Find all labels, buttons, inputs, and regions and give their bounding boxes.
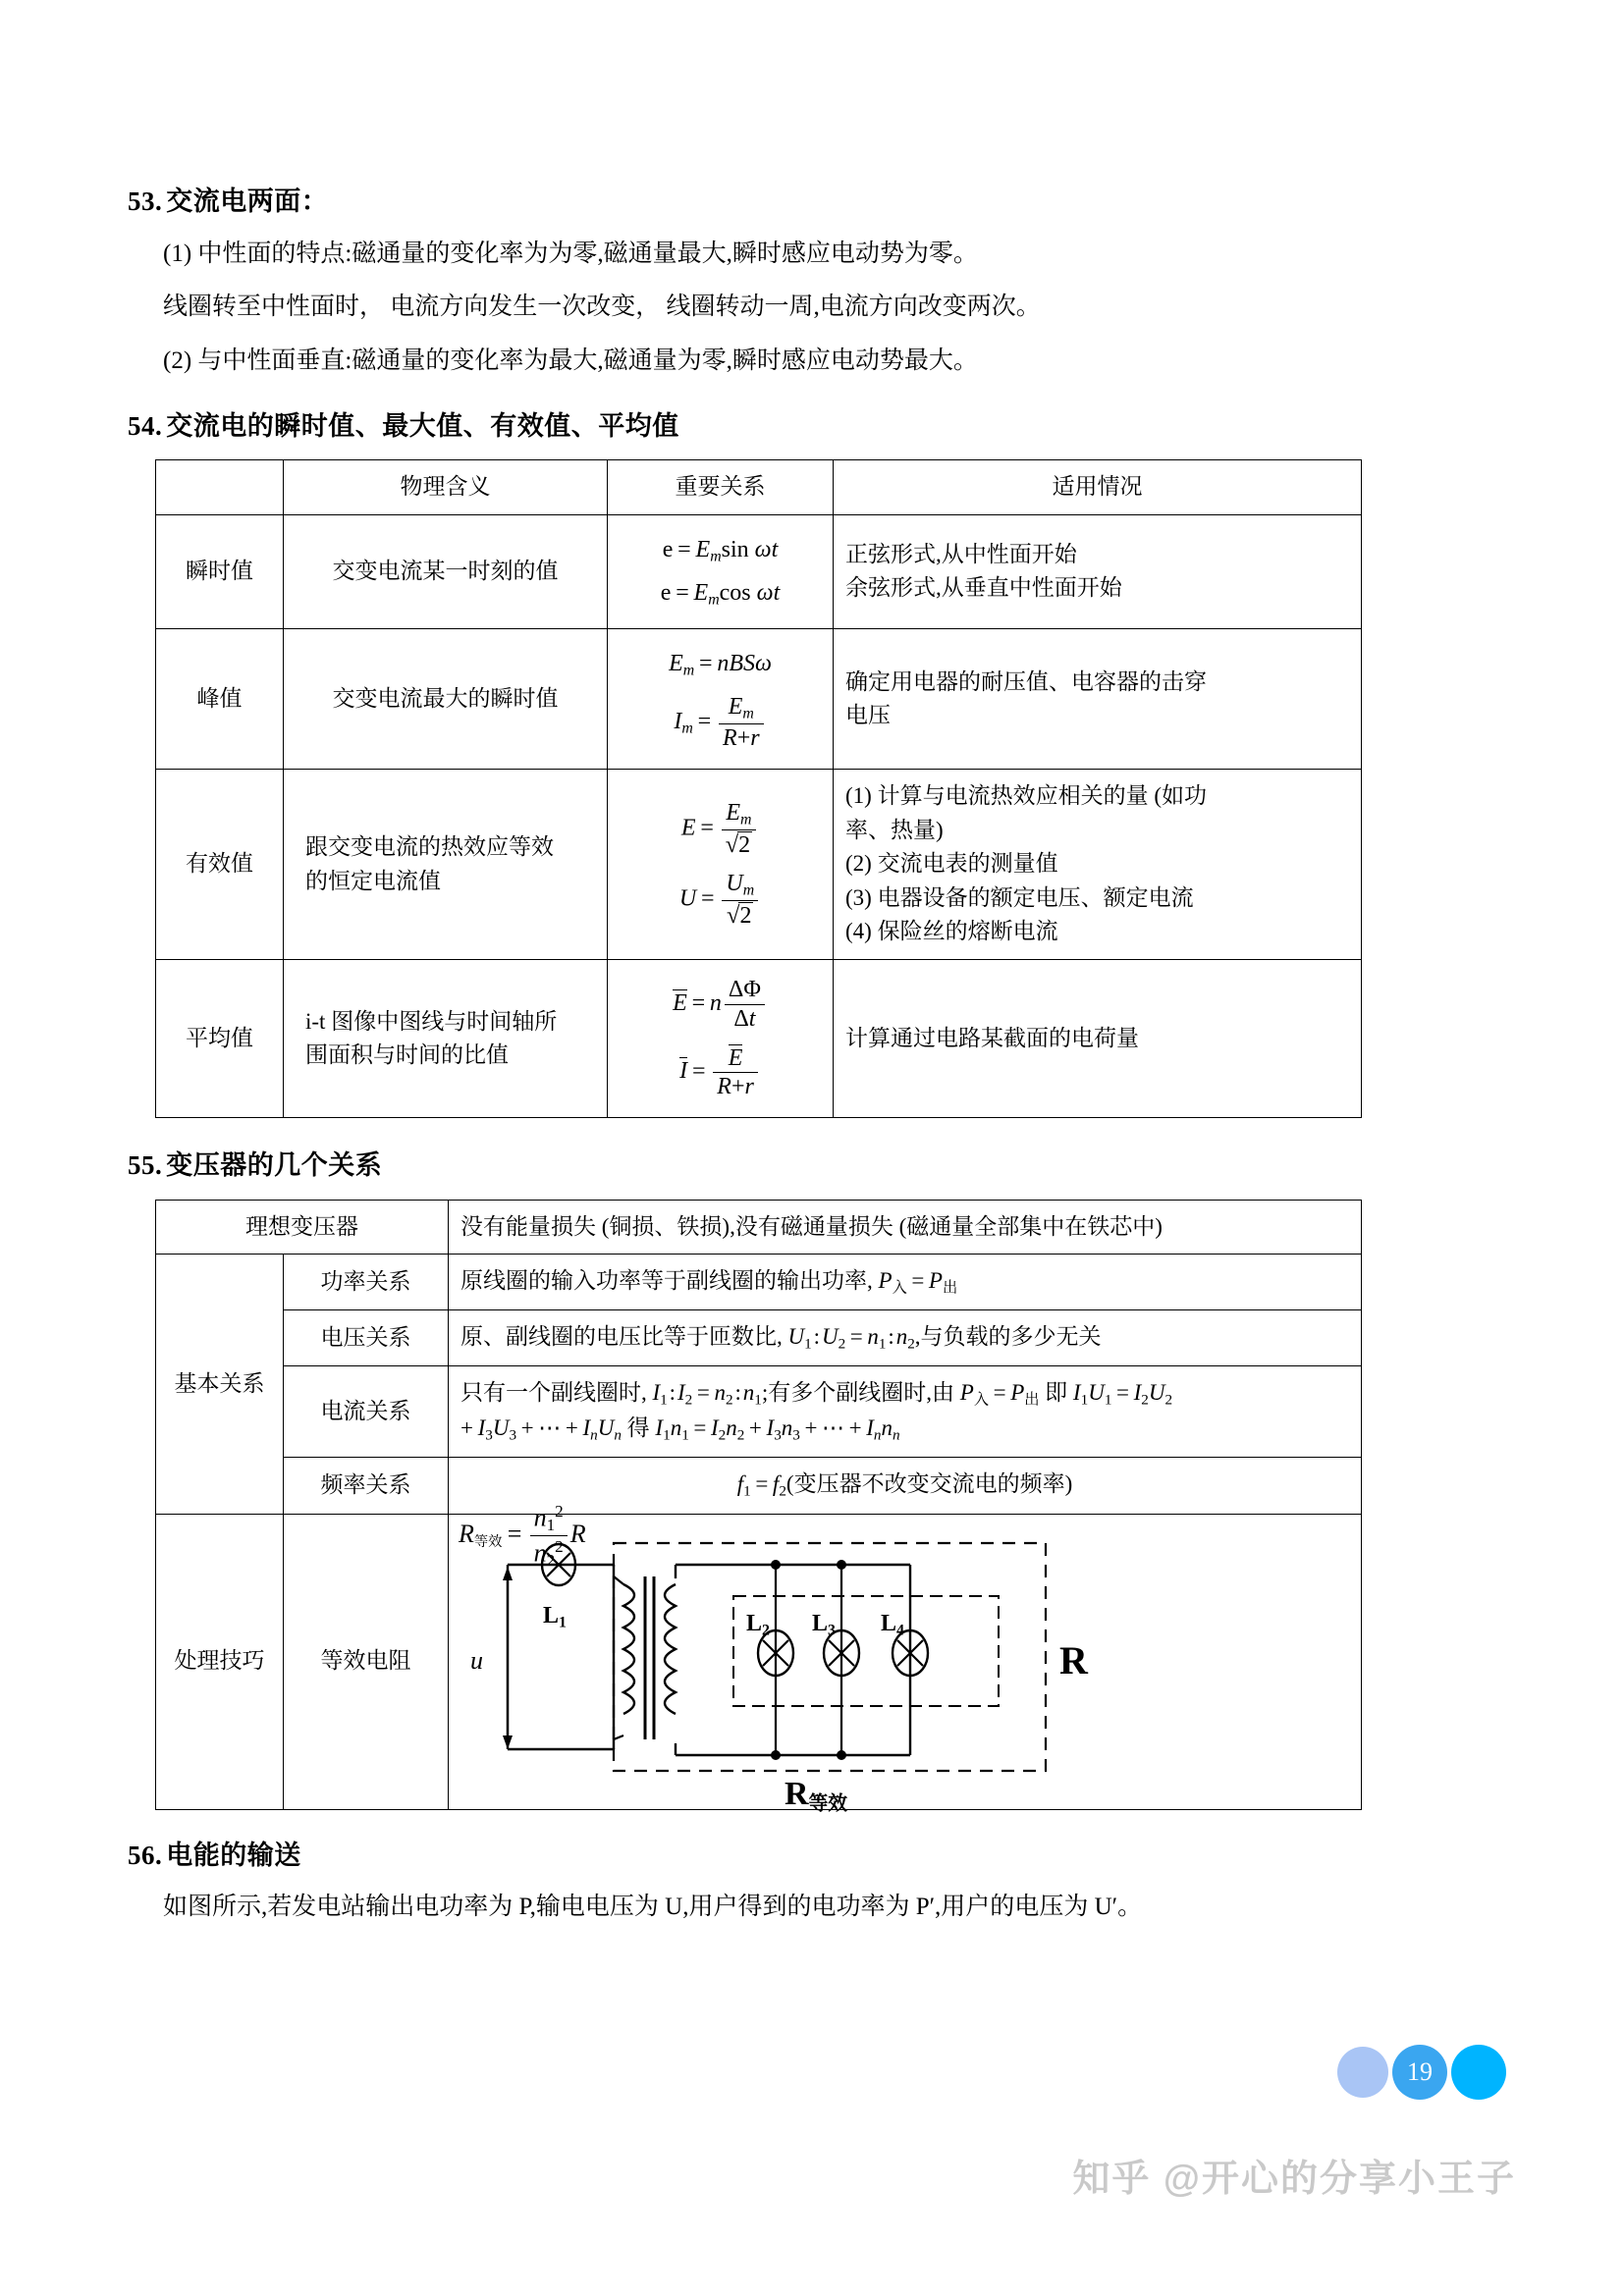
section-53-title: 交流电两面： bbox=[166, 187, 329, 216]
usage-rms-line-4: (3) 电器设备的额定电压、额定电流 bbox=[845, 884, 1194, 910]
usage-instant-line-2: 余弦形式,从垂直中性面开始 bbox=[845, 575, 1122, 601]
row-usage-rms bbox=[834, 770, 1362, 960]
section-53-line-1: (1) 中性面的特点:磁通量的变化率为为零,磁通量最大,瞬时感应电动势为零。 bbox=[163, 240, 978, 267]
ideal-transformer-label: 理想变压器 bbox=[156, 1200, 449, 1255]
usage-peak-line-2: 电压 bbox=[845, 703, 891, 728]
table-row bbox=[156, 1310, 1362, 1366]
row-usage-peak bbox=[834, 629, 1362, 770]
row-usage-average: 计算通过电路某截面的电荷量 bbox=[834, 959, 1362, 1118]
equivalent-resistance-equation: $R_{等效}$ = $\frac{n_1^2}{n_2^2}$ R bbox=[459, 1501, 586, 1571]
page-number-badge bbox=[1337, 2045, 1506, 2100]
badge-dot-light bbox=[1337, 2047, 1388, 2098]
formula-u-rms: U = $\frac{U_m}{√2}$ bbox=[620, 871, 821, 930]
lamp-l3-label: $L_3$ bbox=[812, 1610, 836, 1638]
formula-em-nbsw: $E_m = nBS\omega$ bbox=[669, 651, 772, 679]
equivalent-resistance-bottom-label: $R_{等效}$ bbox=[785, 1775, 847, 1815]
row-label-average: 平均值 bbox=[156, 959, 284, 1118]
technique-row-label: 等效电阻 bbox=[284, 1514, 449, 1809]
row-label-instant: 瞬时值 bbox=[156, 514, 284, 628]
primary-coil-lead-bottom bbox=[614, 1735, 623, 1739]
formula-e-cos: $e = E_m\cos$ ωt bbox=[660, 579, 781, 609]
formula-e-sin: $e = E_m\sin$ ωt bbox=[662, 536, 779, 565]
relation-text-voltage: 原、副线圈的电压比等于匝数比, $U_1$ : $U_2 = n_1$ : $n_2$,与负载的多少无关 bbox=[449, 1310, 1362, 1366]
section-55-number: 55. bbox=[128, 1150, 163, 1181]
section-55-heading bbox=[128, 1146, 1502, 1186]
row-formula-instant bbox=[608, 514, 834, 628]
meaning-rms-line-1: 跟交变电流的热效应等效 bbox=[305, 834, 554, 860]
secondary-coil bbox=[665, 1584, 676, 1714]
header-meaning: 物理含义 bbox=[284, 460, 608, 515]
lamp-l4-label: $L_4$ bbox=[881, 1610, 904, 1638]
circuit-diagram bbox=[449, 1501, 1362, 1815]
relation-text-power: 原线圈的输入功率等于副线圈的输出功率, $P_入 = P_出$ bbox=[449, 1255, 1362, 1310]
header-usage: 适用情况 bbox=[834, 460, 1362, 515]
lamp-l1-label: $L_1$ bbox=[543, 1602, 567, 1630]
junction-dot-top-l3 bbox=[837, 1560, 846, 1570]
basic-relations-label: 基本关系 bbox=[156, 1255, 284, 1514]
table-row bbox=[156, 959, 1362, 1118]
formula-e-bar: E = n $\frac{\Delta\Phi}{\Delta t}$ bbox=[620, 977, 821, 1033]
equivalent-resistance-diagram-cell bbox=[449, 1501, 1362, 1815]
usage-rms-line-1: (1) 计算与电流热效应相关的量 (如功 bbox=[845, 783, 1207, 809]
junction-dot-bottom-l2 bbox=[771, 1750, 781, 1760]
section-56-title: 电能的输送 bbox=[166, 1840, 301, 1870]
section-56-number: 56. bbox=[128, 1840, 163, 1870]
resistor-label: R bbox=[1059, 1637, 1088, 1682]
usage-instant-line-1: 正弦形式,从中性面开始 bbox=[845, 541, 1077, 566]
relation-label-frequency: 频率关系 bbox=[284, 1458, 449, 1514]
row-label-rms: 有效值 bbox=[156, 770, 284, 960]
row-formula-peak bbox=[608, 629, 834, 770]
section-56-line: 如图所示,若发电站输出电功率为 P,输电电压为 U,用户得到的电功率为 P′,用户的电压为 U′。 bbox=[163, 1894, 1143, 1920]
junction-dot-top-l2 bbox=[771, 1560, 781, 1570]
section-53-number: 53. bbox=[128, 187, 163, 216]
source-voltage-label: u bbox=[470, 1645, 483, 1675]
row-formula-rms bbox=[608, 770, 834, 960]
meaning-avg-line-1: i-t 图像中图线与时间轴所 bbox=[305, 1008, 558, 1034]
row-meaning-peak: 交变电流最大的瞬时值 bbox=[284, 629, 608, 770]
usage-rms-line-5: (4) 保险丝的熔断电流 bbox=[845, 919, 1058, 944]
table-row bbox=[156, 629, 1362, 770]
relation-label-voltage: 电压关系 bbox=[284, 1310, 449, 1366]
badge-page-number: 19 bbox=[1392, 2045, 1447, 2100]
technique-label: 处理技巧 bbox=[156, 1514, 284, 1809]
section-55-title: 变压器的几个关系 bbox=[166, 1150, 383, 1181]
relation-label-current: 电流关系 bbox=[284, 1366, 449, 1458]
row-formula-average bbox=[608, 959, 834, 1118]
junction-dot-bottom-l3 bbox=[837, 1750, 846, 1760]
row-meaning-rms bbox=[284, 770, 608, 960]
ideal-transformer-text: 没有能量损失 (铜损、铁损),没有磁通量损失 (磁通量全部集中在铁芯中) bbox=[449, 1200, 1362, 1255]
table-row bbox=[156, 1458, 1362, 1514]
table-row bbox=[156, 514, 1362, 628]
table-row bbox=[156, 1514, 1362, 1809]
relation-text-current: 只有一个副线圈时, $I_1$ : $I_2 = n_2$ : $n_1$;有多个副线圈时,由 $P_入 = P_出$ 即 $I_1U_1 = I_2U_2$ + $I_3U_3$ + ⋯ + $I_nU_n$ 得 $I_1n_1 = I_2n_2 + I_3n_3$ + ⋯ + $I_nn_n$ bbox=[449, 1366, 1362, 1458]
meaning-avg-line-2: 围面积与时间的比值 bbox=[305, 1042, 509, 1068]
row-label-peak: 峰值 bbox=[156, 629, 284, 770]
row-meaning-average bbox=[284, 959, 608, 1118]
row-meaning-instant: 交变电流某一时刻的值 bbox=[284, 514, 608, 628]
formula-i-bar: I = $\frac{E}{R+r}$ bbox=[620, 1044, 821, 1101]
badge-dot-bright bbox=[1451, 2045, 1506, 2100]
page-content bbox=[128, 182, 1502, 1943]
header-relation: 重要关系 bbox=[608, 460, 834, 515]
lamp-l2-label: $L_2$ bbox=[746, 1610, 770, 1638]
header-blank bbox=[156, 460, 284, 515]
ac-values-table bbox=[155, 459, 1362, 1118]
table-row bbox=[156, 1366, 1362, 1458]
primary-coil bbox=[623, 1584, 634, 1714]
usage-rms-line-2: 率、热量) bbox=[845, 817, 944, 842]
usage-peak-line-1: 确定用电器的耐压值、电容器的击穿 bbox=[845, 668, 1207, 694]
section-54-title: 交流电的瞬时值、最大值、有效值、平均值 bbox=[166, 410, 679, 441]
section-53-line-3: (2) 与中性面垂直:磁通量的变化率为最大,磁通量为零,瞬时感应电动势最大。 bbox=[163, 347, 978, 374]
meaning-rms-line-2: 的恒定电流值 bbox=[305, 868, 441, 893]
row-usage-instant bbox=[834, 514, 1362, 628]
table-row bbox=[156, 1255, 1362, 1310]
usage-rms-line-3: (2) 交流电表的测量值 bbox=[845, 851, 1058, 877]
transformer-table bbox=[155, 1200, 1362, 1815]
section-56-heading bbox=[128, 1836, 1502, 1876]
section-53-line-2: 线圈转至中性面时， 电流方向发生一次改变， 线圈转动一周,电流方向改变两次。 bbox=[163, 294, 1041, 321]
outer-dashed-box bbox=[614, 1543, 1046, 1771]
relation-label-power: 功率关系 bbox=[284, 1255, 449, 1310]
table-row bbox=[156, 1200, 1362, 1255]
formula-im: $I_m$ = $\frac{E_m}{R+r}$ bbox=[620, 694, 821, 752]
table-header-row bbox=[156, 460, 1362, 515]
section-53-heading bbox=[128, 182, 1502, 222]
table-row bbox=[156, 770, 1362, 960]
watermark-text: 知乎 @开心的分享小王子 bbox=[1072, 2159, 1516, 2200]
relation-text-frequency: $f_1 = f_2$(变压器不改变交流电的频率) bbox=[449, 1458, 1362, 1514]
primary-coil-lead-top bbox=[614, 1576, 623, 1584]
section-54-number: 54. bbox=[128, 410, 163, 441]
formula-e-rms: E = $\frac{E_m}{√2}$ bbox=[620, 800, 821, 859]
section-54-heading bbox=[128, 406, 1502, 447]
voltage-arrow-head-down bbox=[503, 1735, 513, 1749]
